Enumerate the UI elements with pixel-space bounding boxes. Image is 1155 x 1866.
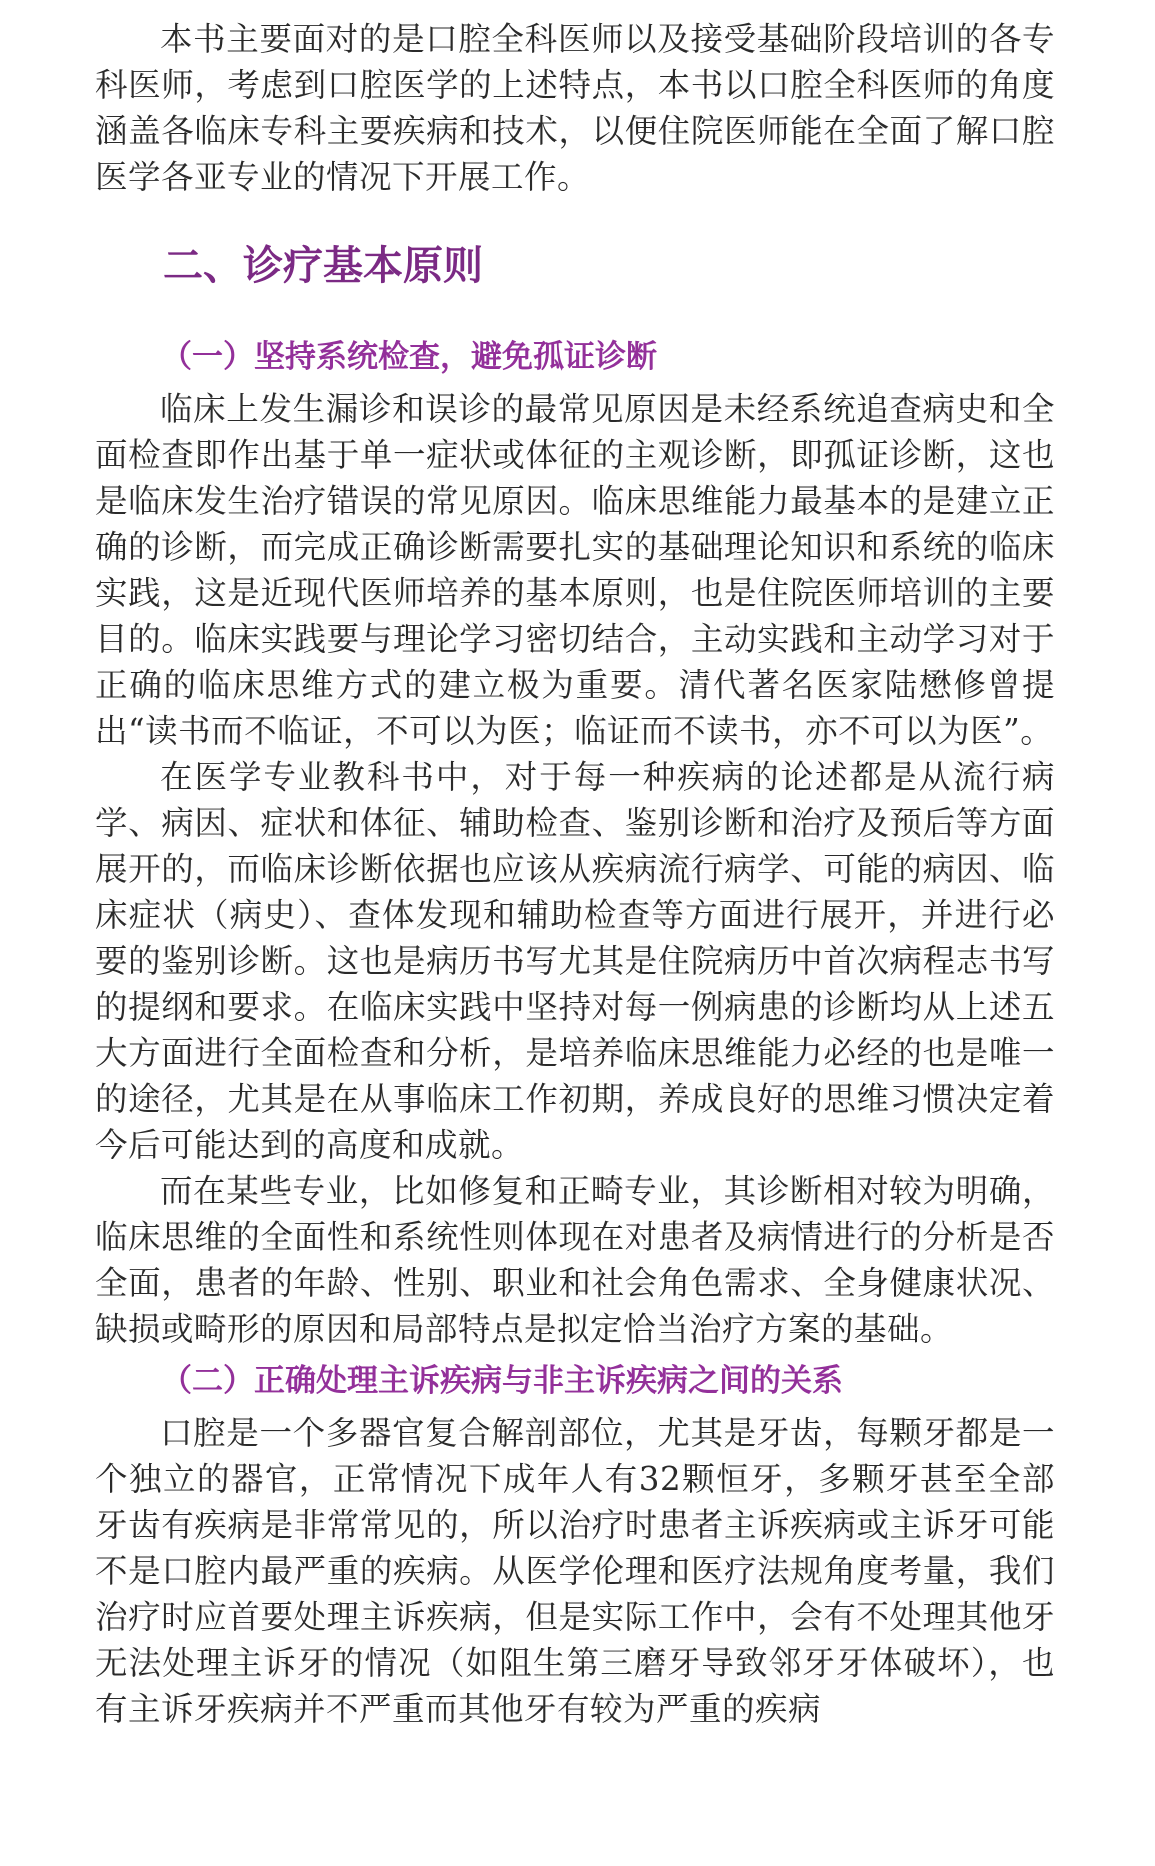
paragraph-2: 在医学专业教科书中，对于每一种疾病的论述都是从流行病学、病因、症状和体征、辅助检查、鉴别诊断和治疗及预后等方面展开的，而临床诊断依据也应该从疾病流行病学、可能的病因、临床症状（病史）、查体发现和辅助检查等方面进行展开，并进行必要的鉴别诊断。这也是病历书写尤其是住院病历中首次病程志书写的提纲和要求。在临床实践中坚持对每一例病患的诊断均从上述五大方面进行全面检查和分析，是培养临床思维能力必经的也是唯一的途径，尤其是在从事临床工作初期，养成良好的思维习惯决定着今后可能达到的高度和成就。 — [95, 758, 1055, 1164]
paragraph-3: 而在某些专业，比如修复和正畸专业，其诊断相对较为明确，临床思维的全面性和系统性则体现在对患者及病情进行的分析是否全面，患者的年龄、性别、职业和社会角色需求、全身健康状况、缺损或畸形的原因和局部特点是拟定恰当治疗方案的基础。 — [95, 1172, 1055, 1348]
section-heading: 二、诊疗基本原则 — [163, 242, 483, 289]
paragraph-4: 口腔是一个多器官复合解剖部位，尤其是牙齿，每颗牙都是一个独立的器官，正常情况下成年人有32颗恒牙，多颗牙甚至全部牙齿有疾病是非常常见的，所以治疗时患者主诉疾病或主诉牙可能不是口腔内最严重的疾病。从医学伦理和医疗法规角度考量，我们治疗时应首要处理主诉疾病，但是实际工作中，会有不处理其他牙无法处理主诉牙的情况（如阻生第三磨牙导致邻牙牙体破坏），也有主诉牙疾病并不严重而其他牙有较为严重的疾病 — [95, 1414, 1055, 1728]
paragraph-intro: 本书主要面对的是口腔全科医师以及接受基础阶段培训的各专科医师，考虑到口腔医学的上述特点，本书以口腔全科医师的角度涵盖各临床专科主要疾病和技术，以便住院医师能在全面了解口腔医学各亚专业的情况下开展工作。 — [95, 20, 1055, 196]
paragraph-1: 临床上发生漏诊和误诊的最常见原因是未经系统追查病史和全面检查即作出基于单一症状或体征的主观诊断，即孤证诊断，这也是临床发生治疗错误的常见原因。临床思维能力最基本的是建立正确的诊断，而完成正确诊断需要扎实的基础理论知识和系统的临床实践，这是近现代医师培养的基本原则，也是住院医师培训的主要目的。临床实践要与理论学习密切结合，主动实践和主动学习对于正确的临床思维方式的建立极为重要。清代著名医家陆懋修曾提出“读书而不临证，不可以为医；临证而不读书，亦不可以为医”。 — [95, 390, 1055, 750]
document-page — [95, 16, 1055, 1732]
subsection-heading-1: （一）坚持系统检查，避免孤证诊断 — [161, 339, 657, 375]
subsection-heading-2: （二）正确处理主诉疾病与非主诉疾病之间的关系 — [161, 1363, 843, 1399]
